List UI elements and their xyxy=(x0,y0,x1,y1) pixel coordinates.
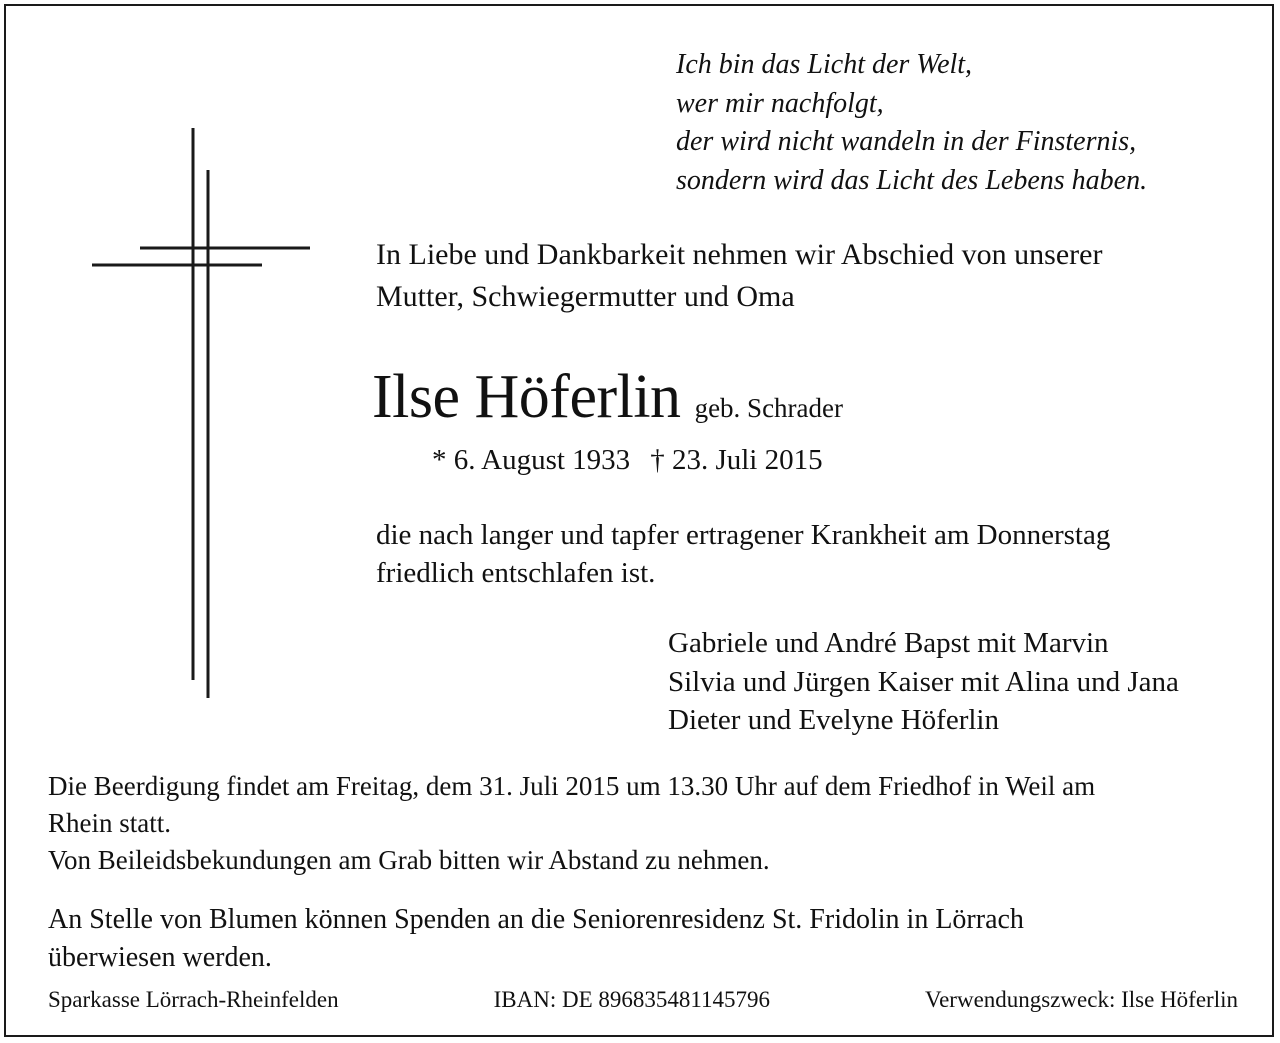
maiden-name: geb. Schrader xyxy=(694,393,843,423)
bank-name: Sparkasse Lörrach-Rheinfelden xyxy=(48,987,339,1012)
bank-purpose: Verwendungszweck: Ilse Höferlin xyxy=(925,987,1238,1012)
passing-text xyxy=(376,516,1110,592)
bank-details xyxy=(48,982,1238,1018)
deceased-name: Ilse Höferlin xyxy=(372,363,681,431)
death-date: † 23. Juli 2015 xyxy=(650,444,823,476)
donation-line-2: überwiesen werden. xyxy=(48,942,272,973)
mourner-1: Gabriele und André Bapst mit Marvin xyxy=(668,627,1109,659)
deceased-name-line xyxy=(372,360,843,434)
mourners-list xyxy=(668,624,1179,740)
funeral-line-2: Rhein statt. xyxy=(48,808,171,838)
donation-line-1: An Stelle von Blumen können Spenden an die Seniorenresidenz St. Fridolin in Lörrach xyxy=(48,904,1024,935)
verse-line-4: sondern wird das Licht des Lebens haben. xyxy=(676,164,1148,196)
cross-icon xyxy=(0,0,330,720)
funeral-line-3: Von Beileidsbekundungen am Grab bitten wir Abstand zu nehmen. xyxy=(48,845,770,875)
funeral-line-1: Die Beerdigung findet am Freitag, dem 31. Juli 2015 um 13.30 Uhr auf dem Friedhof in Weil am xyxy=(48,771,1096,801)
bank-iban: IBAN: DE 896835481145796 xyxy=(493,987,771,1012)
farewell-intro xyxy=(376,234,1102,318)
intro-line-2: Mutter, Schwiegermutter und Oma xyxy=(376,280,795,313)
passing-line-1: die nach langer und tapfer ertragener Krankheit am Donnerstag xyxy=(376,519,1111,551)
life-dates xyxy=(432,440,823,480)
verse-line-2: wer mir nachfolgt, xyxy=(676,87,884,119)
mourner-3: Dieter und Evelyne Höferlin xyxy=(668,704,999,736)
passing-line-2: friedlich entschlafen ist. xyxy=(376,557,656,589)
mourner-2: Silvia und Jürgen Kaiser mit Alina und Jana xyxy=(668,665,1179,698)
donation-info xyxy=(48,901,1024,977)
intro-line-1: In Liebe und Dankbarkeit nehmen wir Abschied von unserer xyxy=(376,238,1103,271)
bible-verse xyxy=(676,46,1147,200)
verse-line-3: der wird nicht wandeln in der Finsternis, xyxy=(676,126,1137,157)
funeral-info xyxy=(48,768,1095,879)
verse-line-1: Ich bin das Licht der Welt, xyxy=(676,49,973,80)
birth-date: * 6. August 1933 xyxy=(432,444,631,476)
